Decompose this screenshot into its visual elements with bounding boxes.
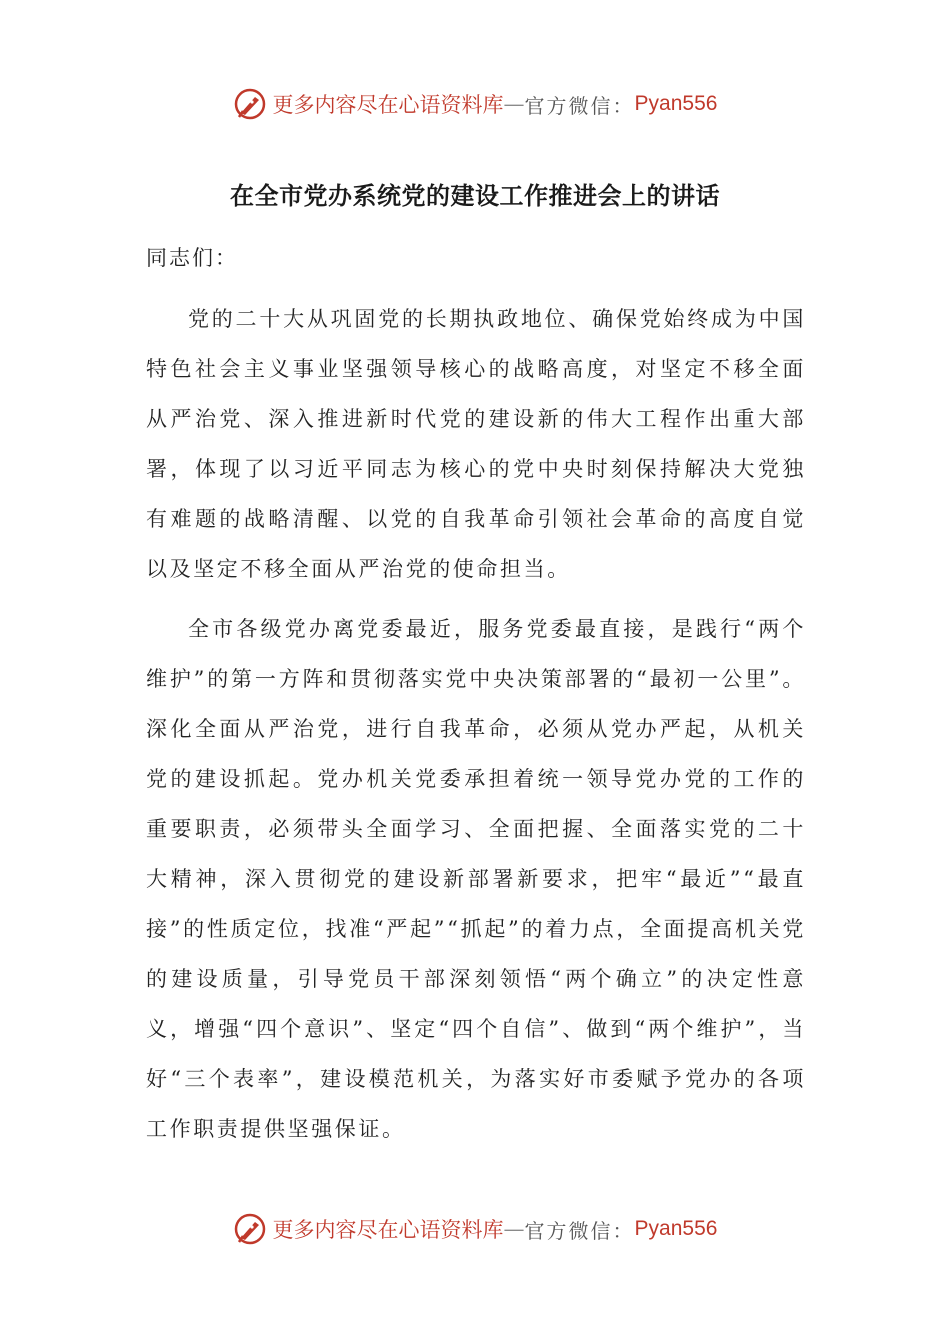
watermark-promo-text: 更多内容尽在心语资料库 [272,1218,504,1242]
watermark-wechat-id: Pyan556 [634,1217,718,1240]
watermark-label: 官方微信： [524,93,635,118]
watermark-label: 官方微信： [524,1218,635,1243]
watermark-banner-top [0,84,950,124]
watermark-banner-bottom [0,1209,950,1249]
pen-nib-logo-icon [233,1212,267,1246]
paragraph-2: 全市各级党办离党委最近，服务党委最直接，是践行“两个维护”的第一方阵和贯彻落实党中央决策部署的“最初一公里”。深化全面从严治党，进行自我革命，必须从党办严起，从机关党的建设抓起。党办机关党委承担着统一领导党办党的工作的重要职责，必须带头全面学习、全面把握、全面落实党的二十大精神，深入贯彻党的建设新部署新要求，把牢“最近”“最直接”的性质定位，找准“严起”“抓起”的着力点，全面提高机关党的建设质量，引导党员干部深刻领悟“两个确立”的决定性意义，增强“四个意识”、坚定“四个自信”、做到“两个维护”，当好“三个表率”，建设模范机关，为落实好市委赋予党办的各项工作职责提供坚强保证。 [146,617,806,1141]
greeting: 同志们： [146,246,238,270]
watermark-wechat-id: Pyan556 [634,92,718,115]
pen-nib-logo-icon [233,87,267,121]
paragraph-1: 党的二十大从巩固党的长期执政地位、确保党始终成为中国特色社会主义事业坚强领导核心的战略高度，对坚定不移全面从严治党、深入推进新时代党的建设新的伟大工程作出重大部署，体现了以习近平同志为核心的党中央时刻保持解决大党独有难题的战略清醒、以党的自我革命引领社会革命的高度自觉以及坚定不移全面从严治党的使命担当。 [146,307,806,581]
document-title: 在全市党办系统党的建设工作推进会上的讲话 [230,181,720,210]
watermark-separator: — [503,92,525,116]
watermark-separator: — [503,1217,525,1241]
watermark-promo-text: 更多内容尽在心语资料库 [272,93,504,117]
